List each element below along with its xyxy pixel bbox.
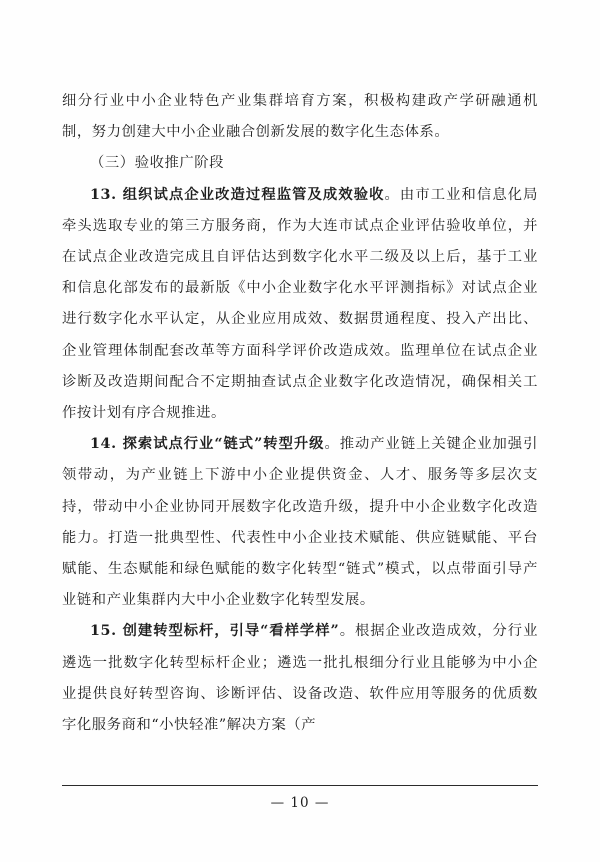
page-number: — 10 — xyxy=(270,795,330,811)
item-14-title: 14. 探索试点行业“链式”转型升级 xyxy=(90,436,325,453)
page-footer xyxy=(0,792,600,811)
paragraph-item-14 xyxy=(62,429,538,616)
footer-divider xyxy=(62,785,538,786)
paragraph-continued-top xyxy=(62,86,538,148)
item-15-title: 15. 创建转型标杆，引导“看样学样” xyxy=(90,623,340,640)
paragraph-item-13 xyxy=(62,180,538,430)
item-15-body: 。根据企业改造成效，分行业遴选一批数字化转型标杆企业；遴选一批扎根细分行业且能够为中小企业提供良好转型咨询、诊断评估、设备改造、软件应用等服务的优质数字化服务商和“小快轻准”解决方案（产 xyxy=(62,623,538,734)
item-14-body: 。推动产业链上关键企业加强引领带动，为产业链上下游中小企业提供资金、人才、服务等多层次支持，带动中小企业协同开展数字化改造升级，提升中小企业数字化改造能力。打造一批典型性、代表性中小企业技术赋能、供应链赋能、平台赋能、生态赋能和绿色赋能的数字化转型“链式”模式，以点带面引导产业链和产业集群内大中小企业数字化转型发展。 xyxy=(62,436,538,609)
section-heading xyxy=(62,148,538,179)
paragraph-item-15 xyxy=(62,616,538,741)
document-body xyxy=(62,86,538,741)
section-heading-text: （三）验收推广阶段 xyxy=(90,155,225,172)
paragraph-text: 细分行业中小企业特色产业集群培育方案，积极构建政产学研融通机制，努力创建大中小企业融合创新发展的数字化生态体系。 xyxy=(62,93,538,141)
item-13-body: 。由市工业和信息化局牵头选取专业的第三方服务商，作为大连市试点企业评估验收单位，并在试点企业改造完成且自评估达到数字化水平二级及以上后，基于工业和信息化部发布的最新版《中小企业数字化水平评测指标》对试点企业进行数字化水平认定，从企业应用成效、数据贯通程度、投入产出比、企业管理体制配套改革等方面科学评价改造成效。监理单位在试点企业诊断及改造期间配合不定期抽查试点企业数字化改造情况，确保相关工作按计划有序合规推进。 xyxy=(62,186,539,422)
item-13-title: 13. 组织试点企业改造过程监管及成效验收 xyxy=(90,186,385,203)
